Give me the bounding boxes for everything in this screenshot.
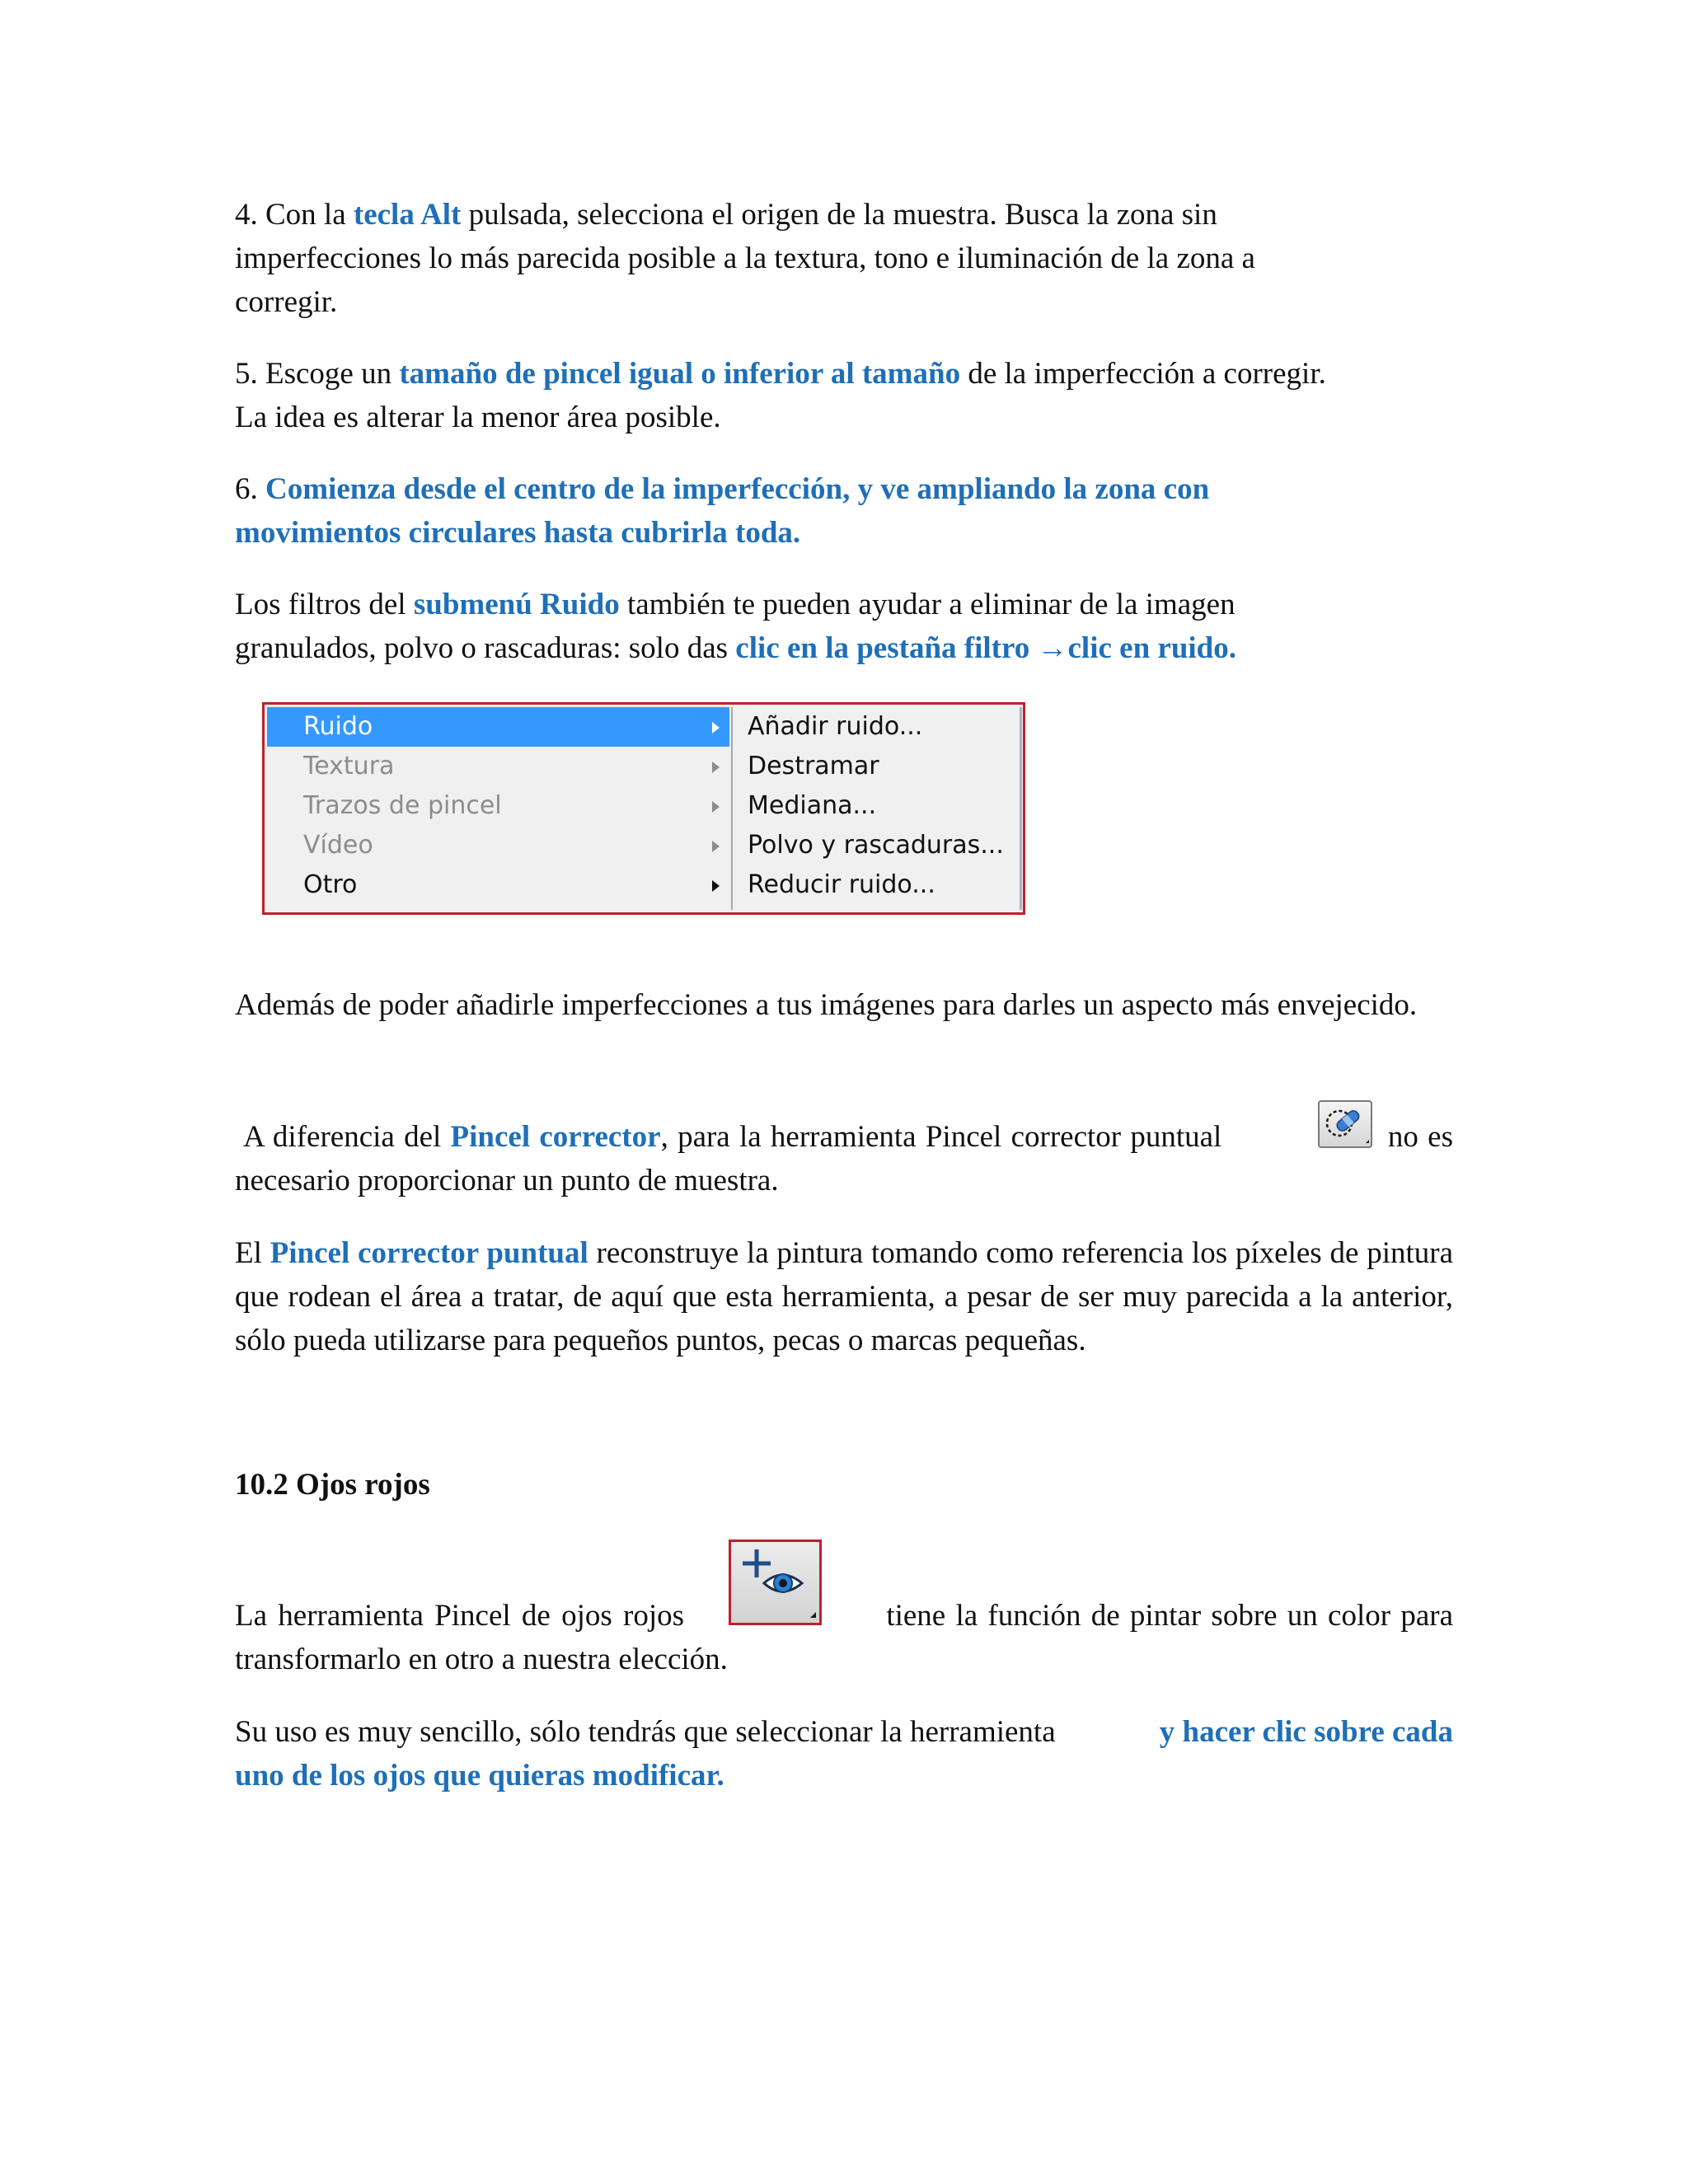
uso-highlight-1: y hacer clic sobre cada xyxy=(1159,1715,1453,1749)
ruido-highlight-3: clic en ruido. xyxy=(1067,631,1237,665)
ojos-text-1: La herramienta Pincel de ojos rojos xyxy=(235,1599,685,1633)
submenu-arrow-icon xyxy=(712,841,720,852)
step-5-highlight: tamaño de pincel igual o inferior al tamaño xyxy=(399,357,961,391)
menu-item-label: Otro xyxy=(303,870,358,899)
diferencia-text-2: , para la herramienta Pincel corrector puntual xyxy=(660,1120,1222,1154)
step-4-highlight: tecla Alt xyxy=(353,198,462,232)
menu-item-otro[interactable] xyxy=(267,865,729,905)
menu-item-label: Vídeo xyxy=(303,831,373,860)
menu-item-label: Trazos de pincel xyxy=(303,791,502,820)
menu-item-ruido[interactable] xyxy=(267,707,729,747)
uso-line-1 xyxy=(235,1710,1453,1754)
submenu-arrow-icon xyxy=(712,801,720,813)
ruido-text-2: también te pueden ayudar a eliminar de la imagen xyxy=(619,588,1236,621)
step-5-paragraph xyxy=(235,352,1453,439)
menu-item-textura[interactable] xyxy=(267,747,729,786)
menu-item-video[interactable] xyxy=(267,826,729,865)
ojos-line-1 xyxy=(235,1594,1453,1638)
step-6-prefix: 6. xyxy=(235,472,265,506)
diferencia-text-4: necesario proporcionar un punto de muestra. xyxy=(235,1164,779,1197)
uso-highlight-2: uno de los ojos que quieras modificar. xyxy=(235,1759,724,1793)
diferencia-text-3: no es xyxy=(1387,1120,1453,1154)
ademas-paragraph: Además de poder añadirle imperfecciones a tus imágenes para darles un aspecto más envejecido. xyxy=(235,988,1418,1022)
step-4-text-2: imperfecciones lo más parecida posible a la textura, tono e iluminación de la zona a xyxy=(235,241,1255,275)
step-4-prefix: 4. Con la xyxy=(235,198,354,232)
ojos-text-2: tiene la función de pintar sobre un color para xyxy=(886,1599,1453,1633)
step-4-text-1: pulsada, selecciona el origen de la muestra. Busca la zona sin xyxy=(461,198,1217,232)
filter-noise-menu-screenshot xyxy=(262,702,1025,915)
step-6-highlight-1: Comienza desde el centro de la imperfección, y ve ampliando la zona con xyxy=(265,472,1210,506)
puntual-highlight: Pincel corrector puntual xyxy=(270,1236,588,1270)
step-5-text-1: de la imperfección a corregir. xyxy=(960,357,1326,391)
ruido-text-3: granulados, polvo o rascaduras: solo das xyxy=(235,631,736,665)
submenu-item-anadir-ruido[interactable]: Añadir ruido... xyxy=(748,712,923,741)
step-6-highlight-2: movimientos circulares hasta cubrirla toda. xyxy=(235,516,801,550)
step-4-text-3: corregir. xyxy=(235,285,338,319)
uso-text-1: Su uso es muy sencillo, sólo tendrás que seleccionar la herramienta xyxy=(235,1715,1056,1749)
step-5-text-2: La idea es alterar la menor área posible. xyxy=(235,401,721,434)
submenu-arrow-icon xyxy=(712,880,720,892)
menu-item-label: Textura xyxy=(303,752,395,780)
submenu-item-polvo-y-rascaduras[interactable]: Polvo y rascaduras... xyxy=(748,831,1004,860)
diferencia-text-1: A diferencia del xyxy=(243,1120,451,1154)
ojos-text-3: transformarlo en otro a nuestra elección. xyxy=(235,1643,728,1676)
menu-item-trazos-de-pincel[interactable] xyxy=(267,786,729,826)
step-5-prefix: 5. Escoge un xyxy=(235,357,400,391)
submenu-item-destramar[interactable]: Destramar xyxy=(748,752,879,780)
puntual-text-1: El xyxy=(235,1236,270,1270)
ruido-highlight-2: clic en la pestaña filtro xyxy=(735,631,1038,665)
ojos-paragraph xyxy=(235,1594,1453,1681)
noise-submenu-list xyxy=(734,707,1022,910)
ruido-text-1: Los filtros del xyxy=(235,588,414,621)
ruido-paragraph xyxy=(235,583,1453,670)
submenu-arrow-icon xyxy=(712,762,720,773)
submenu-item-reducir-ruido[interactable]: Reducir ruido... xyxy=(748,870,935,899)
right-arrow-icon: → xyxy=(1037,631,1068,665)
puntual-text-2: reconstruye la pintura tomando como referencia los píxeles de pintura que rodean el área a tratar, de aquí que esta herramienta, a pesar de ser muy parecida a la anterior, sólo pueda utilizarse para pequeños puntos, pecas o marcas pequeñas. xyxy=(235,1236,1453,1357)
submenu-item-mediana[interactable]: Mediana... xyxy=(748,791,877,820)
diferencia-highlight: Pincel corrector xyxy=(450,1120,661,1154)
submenu-arrow-icon xyxy=(712,722,720,733)
ruido-highlight-1: submenú Ruido xyxy=(413,588,620,621)
spot-healing-brush-icon[interactable] xyxy=(1318,1100,1372,1148)
uso-paragraph xyxy=(235,1710,1453,1797)
diferencia-line-1 xyxy=(235,1115,1453,1159)
menu-divider xyxy=(731,707,733,910)
filter-submenu-list xyxy=(267,707,729,910)
red-eye-tool-icon[interactable] xyxy=(729,1540,822,1625)
puntual-paragraph xyxy=(235,1231,1453,1362)
step-6-paragraph xyxy=(235,467,1453,555)
step-4-paragraph xyxy=(235,193,1453,324)
section-heading-ojos-rojos: 10.2 Ojos rojos xyxy=(235,1468,430,1502)
diferencia-paragraph xyxy=(235,1115,1453,1202)
menu-item-label: Ruido xyxy=(303,712,373,741)
